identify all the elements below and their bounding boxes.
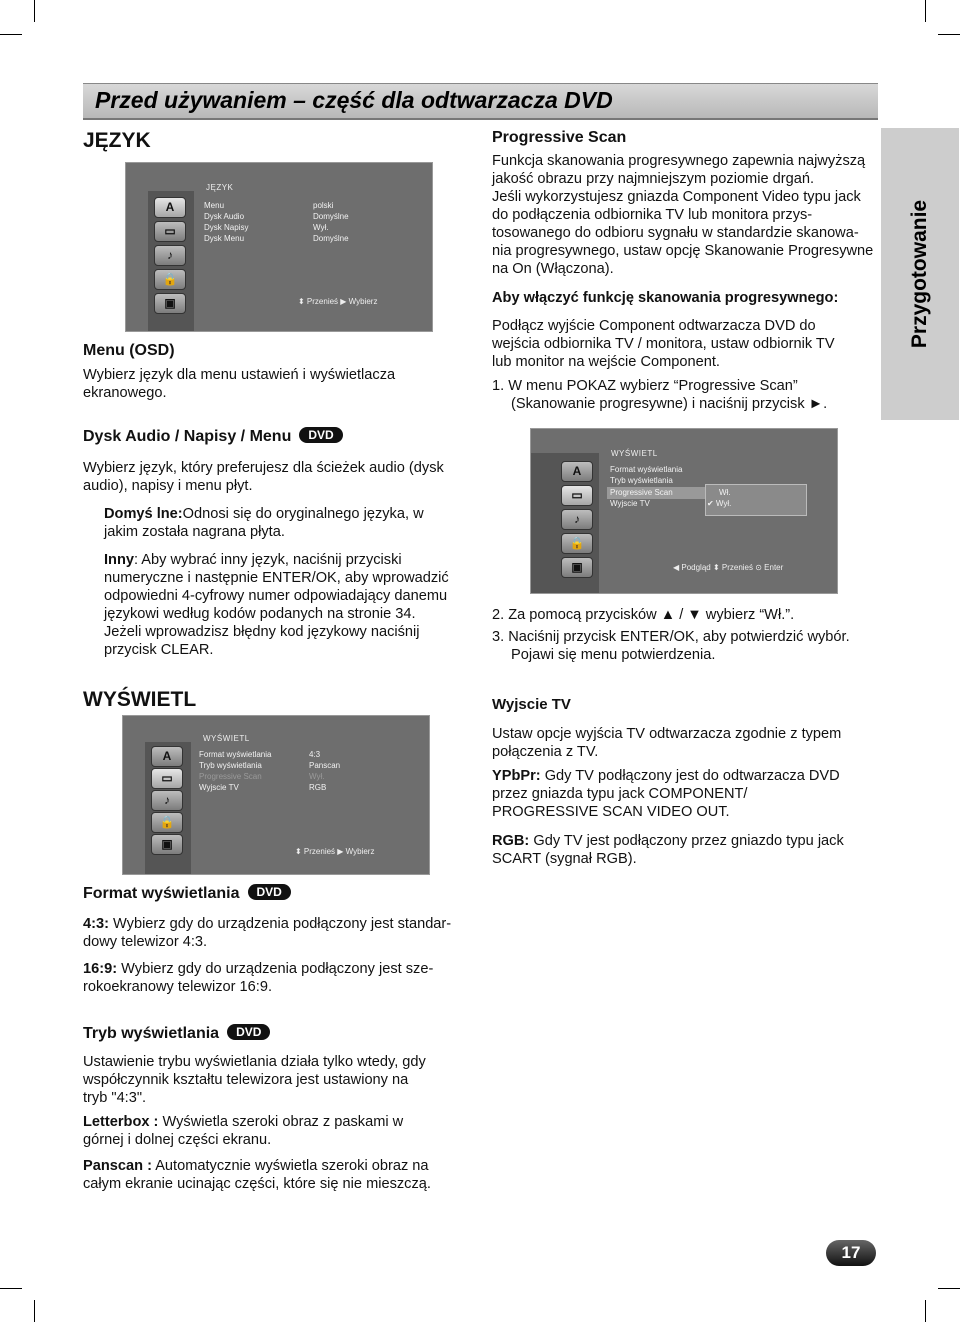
jezyk-osd-screen <box>125 162 433 332</box>
progressive-subheading: Aby włączyć funkcję skanowania progresywnego: <box>492 290 839 306</box>
inny-text: Inny: Aby wybrać inny język, naciśnij przyciski numeryczne i następnie ENTER/OK, aby wprowadzić odpowiedni 4-cyfrowy numer odpowiadający danemu językowi według kodów podanych na stronie 34. Jeżeli wprowadzisz błędny kod językowy naciśnij przycisk CLEAR. <box>104 552 449 658</box>
osd-footer: ⬍ Przenieś ▶ Wybierz <box>298 297 378 306</box>
osd-row-value: Wył. <box>313 223 329 232</box>
osd-row-label: Dysk Audio <box>204 212 245 221</box>
step-3: 3. Naciśnij przycisk ENTER/OK, aby potwierdzić wybór. Pojawi się menu potwierdzenia. <box>492 629 850 663</box>
osd-row-label: Progressive Scan <box>610 488 673 497</box>
step-2: 2. Za pomocą przycisków ▲ / ▼ wybierz “Wł.”. <box>492 607 795 623</box>
language-icon: A <box>561 461 593 482</box>
osd-row-value: 4:3 <box>309 750 321 759</box>
lock-icon: 🔒 <box>561 533 593 554</box>
osd-row-value: Domyślne <box>313 212 349 221</box>
osd-footer: ◀ Podgląd ⬍ Przenieś ⊙ Enter <box>673 563 784 572</box>
crop-mark <box>0 1288 22 1289</box>
letterbox-text: Letterbox : Wyświetla szeroki obraz z paskami w górnej i dolnej części ekranu. <box>83 1114 404 1148</box>
dvd-badge: DVD <box>248 884 291 900</box>
osd-footer: ⬍ Przenieś ▶ Wybierz <box>295 847 375 856</box>
panscan-text: Panscan : Automatycznie wyświetla szeroki obraz na całym ekranie ucinając części, które się nie mieszczą. <box>83 1158 431 1192</box>
crop-mark <box>34 1300 35 1322</box>
format-169-text: 16:9: Wybierz gdy do urządzenia podłączony jest sze- rokoekranowy telewizor 16:9. <box>83 961 434 995</box>
ypbpr-text: YPbPr: Gdy TV podłączony jest do odtwarzacza DVD przez gniazda typu jack COMPONENT/ PROGRESSIVE SCAN VIDEO OUT. <box>492 768 840 820</box>
tryb-heading: Tryb wyświetlania DVD <box>83 1024 270 1043</box>
display-icon: ▭ <box>154 221 186 242</box>
wyswietl-osd-screen <box>122 715 430 875</box>
menu-osd-heading: Menu (OSD) <box>83 342 175 359</box>
briefcase-icon: ▣ <box>151 834 183 855</box>
section-tab <box>881 128 959 420</box>
dysk-text: Wybierz język, który preferujesz dla ścieżek audio (dysk audio), napisy i menu płyt. <box>83 460 444 494</box>
page-header <box>83 83 878 120</box>
option-on[interactable]: Wł. <box>719 488 731 497</box>
osd-row-label: Dysk Napisy <box>204 223 249 232</box>
wyjscie-heading: Wyjscie TV <box>492 696 571 713</box>
osd-row-value: Wył. <box>309 772 325 781</box>
osd-row-label: Tryb wyświetlania <box>199 761 262 770</box>
osd-row-value: Domyślne <box>313 234 349 243</box>
display-icon: ▭ <box>561 485 593 506</box>
osd-row-label: Menu <box>204 201 225 210</box>
section-tab-label: Przygotowanie <box>908 199 931 349</box>
page-title: Przed używaniem – część dla odtwarzacza DVD <box>95 87 613 113</box>
language-icon: A <box>151 746 183 767</box>
osd-row-value: RGB <box>309 783 327 792</box>
dvd-badge: DVD <box>227 1024 270 1040</box>
progressive-connect-text: Podłącz wyjście Component odtwarzacza DVD do wejścia odbiornika TV / monitora, ustaw odbiornik TV lub monitor na wejście Component. <box>492 318 835 370</box>
osd-row-label: Dysk Menu <box>204 234 245 243</box>
osd-row-label: Format wyświetlania <box>199 750 272 759</box>
osd-row-label: Wyjscie TV <box>610 499 650 508</box>
dvd-badge: DVD <box>299 427 342 443</box>
crop-mark <box>925 1300 926 1322</box>
menu-osd-text: Wybierz język dla menu ustawień i wyświetlacza ekranowego. <box>83 367 396 401</box>
progressive-osd-screen <box>530 428 838 594</box>
crop-mark <box>34 0 35 22</box>
wyjscie-text: Ustaw opcje wyjścia TV odtwarzacza zgodnie z typem połączenia z TV. <box>492 726 842 760</box>
osd-title: JĘZYK <box>206 183 234 192</box>
jezyk-heading: JĘZYK <box>83 129 151 152</box>
rgb-text: RGB: Gdy TV jest podłączony przez gniazdo typu jack SCART (sygnał RGB). <box>492 833 844 867</box>
language-icon: A <box>154 197 186 218</box>
briefcase-icon: ▣ <box>154 293 186 314</box>
lock-icon: 🔒 <box>151 812 183 833</box>
osd-row-label: Tryb wyświetlania <box>610 476 673 485</box>
page-number: 17 <box>826 1240 876 1266</box>
audio-icon: ♪ <box>561 509 593 530</box>
crop-mark <box>0 34 22 35</box>
progressive-text: Funkcja skanowania progresywnego zapewnia najwyższą jakość obrazu przy najmniejszym poziomie drgań. Jeśli wykorzystujesz gniazda Component Video typu jack do podłączenia odbiornika TV lub monitora przys- tosowanego do odbioru sygnału w standardzie skanowa- nia progresywnego, ustaw opcję Skanowanie Progresywne na On (Włączona). <box>492 153 874 277</box>
osd-title: WYŚWIETL <box>611 449 658 458</box>
domyslne-text: Domyś lne:Odnosi się do oryginalnego języka, w jakim została nagrana płyta. <box>104 506 424 540</box>
lock-icon: 🔒 <box>154 269 186 290</box>
crop-mark <box>938 34 960 35</box>
option-off[interactable]: ✔ Wył. <box>707 499 732 508</box>
audio-icon: ♪ <box>151 790 183 811</box>
display-icon: ▭ <box>151 768 183 789</box>
osd-title: WYŚWIETL <box>203 734 250 743</box>
osd-row-label: Format wyświetlania <box>610 465 683 474</box>
dysk-heading: Dysk Audio / Napisy / Menu DVD <box>83 427 343 446</box>
progressive-heading: Progressive Scan <box>492 129 627 146</box>
audio-icon: ♪ <box>154 245 186 266</box>
wyswietl-heading: WYŚWIETL <box>83 688 197 711</box>
osd-row-value: polski <box>313 201 334 210</box>
osd-row-label: Wyjscie TV <box>199 783 239 792</box>
format-43-text: 4:3: Wybierz gdy do urządzenia podłączony jest standar- dowy telewizor 4:3. <box>83 916 452 950</box>
format-heading: Format wyświetlania DVD <box>83 884 291 903</box>
osd-row-value: Panscan <box>309 761 341 770</box>
crop-mark <box>925 0 926 22</box>
briefcase-icon: ▣ <box>561 557 593 578</box>
osd-row-label: Progressive Scan <box>199 772 262 781</box>
tryb-text: Ustawienie trybu wyświetlania działa tylko wtedy, gdy współczynnik kształtu telewizora jest ustawiony na tryb "4:3". <box>83 1054 426 1106</box>
step-1: 1. W menu POKAZ wybierz “Progressive Scan” (Skanowanie progresywne) i naciśnij przycisk ►. <box>492 378 828 412</box>
crop-mark <box>938 1288 960 1289</box>
